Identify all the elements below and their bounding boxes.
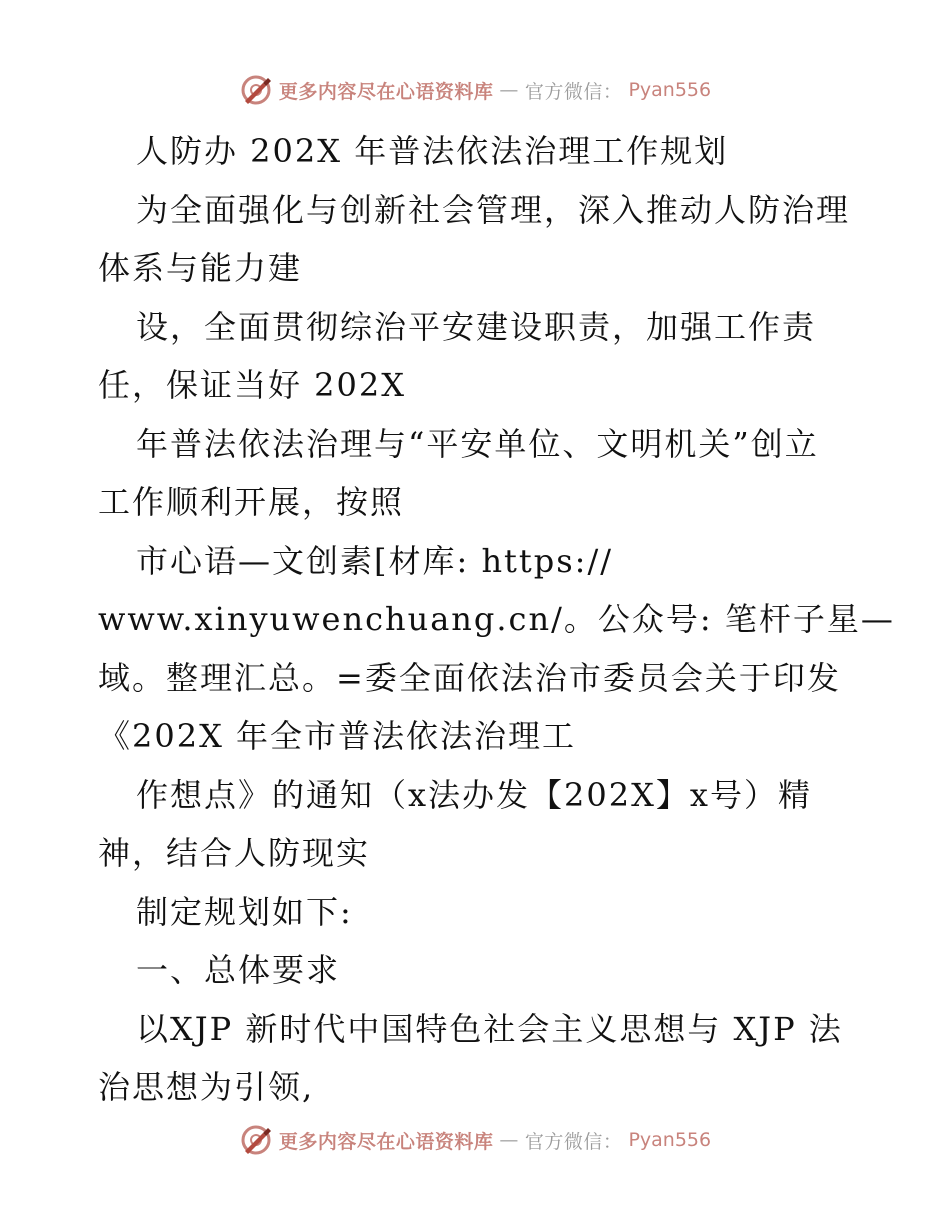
watermark-text: 更多内容尽在心语资料库 (278, 80, 494, 103)
watermark-separator: — (499, 79, 519, 101)
watermark-wechat-label: 官方微信： (524, 1130, 623, 1153)
document-line: 制定规划如下: (136, 892, 353, 931)
document-line: 工作顺利开展，按照 (98, 483, 405, 521)
document-body (98, 122, 895, 1117)
document-line: 人防办 202X 年普法依法治理工作规划 (136, 132, 729, 170)
document-line: 体系与能力建 (98, 249, 303, 287)
footer-watermark (0, 1120, 950, 1160)
watermark-wechat-id: Pyan556 (628, 1129, 712, 1151)
document-line: 《202X 年全市普法依法治理工 (98, 717, 577, 755)
header-watermark (0, 70, 950, 110)
document-line: 一、总体要求 (136, 951, 341, 989)
watermark-wechat-label: 官方微信： (524, 80, 623, 103)
document-line: 设，全面贯彻综治平安建设职责，加强工作责 (136, 307, 817, 346)
document-line: 作想点》的通知（x法办发【202X】x号）精 (136, 775, 812, 814)
document-line: 以XJP 新时代中国特色社会主义思想与 XJP 法 (136, 1009, 843, 1048)
document-line: 域。整理汇总。=委全面依法治市委员会关于印发 (98, 658, 841, 697)
document-line: 年普法依法治理与“平安单位、文明机关”创立 (136, 424, 819, 463)
document-line: 市心语—文创素[材库: https:// (136, 541, 614, 580)
pen-logo-icon (239, 73, 273, 107)
document-line: 任，保证当好 202X (98, 366, 407, 404)
document-line: 神，结合人防现实 (98, 834, 371, 872)
pen-logo-icon (239, 1123, 273, 1157)
document-line: www.xinyuwenchuang.cn/。公众号: 笔杆子星— (98, 600, 895, 638)
watermark-separator: — (499, 1129, 519, 1151)
document-line: 为全面强化与创新社会管理，深入推动人防治理 (136, 190, 851, 229)
watermark-wechat-id: Pyan556 (628, 79, 712, 101)
watermark-text: 更多内容尽在心语资料库 (278, 1130, 494, 1153)
document-line: 治思想为引领, (98, 1068, 315, 1106)
